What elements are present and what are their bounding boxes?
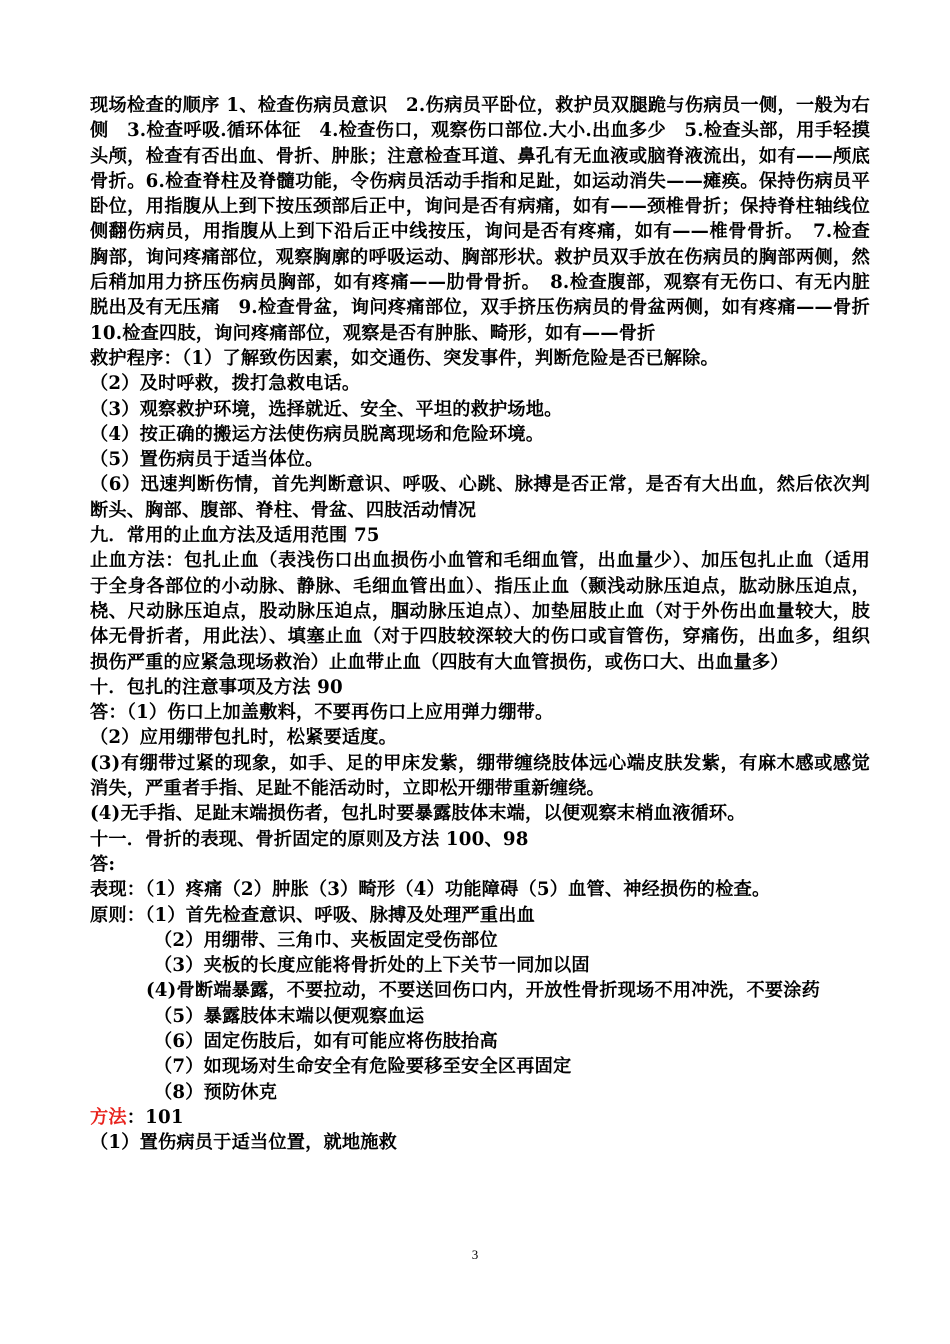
principle-item-2: （2）用绷带、三角巾、夹板固定受伤部位 <box>154 929 498 951</box>
method-page-ref: ：101 <box>126 1106 184 1128</box>
hemostasis-paragraph: 止血方法：包扎止血（表浅伤口出血损伤小血管和毛细血管，出血量少）、加压包扎止血（适用于全身各部位的小动脉、静脉、毛细血管出血）、指压止血（颞浅动脉压迫点，肱动脉压迫点，桡、尺动脉压迫点，股动脉压迫点，腘动脉压迫点）、加垫屈肢止血（对于外伤出血量较大，肢体无骨折者，用此法）、填塞止血（对于四肢较深较大的伤口或盲管伤，穿痛伤，出血多，组织损伤严重的应紧急现场救治）止血带止血（四肢有大血管损伤，或伤口大、出血量多） <box>90 550 870 673</box>
rescue-step-5: （5）置伤病员于适当体位。 <box>90 449 324 471</box>
principle-item-3: （3）夹板的长度应能将骨折处的上下关节一同加以固 <box>154 955 590 977</box>
bandage-item-3: (3)有绷带过紧的现象，如手、足的甲床发紫，绷带缠绕肢体远心端皮肤发紫，有麻木感或感觉消失，严重者手指、足趾不能活动时，立即松开绷带重新缠绕。 <box>90 752 870 800</box>
principle-item-8: （8）预防休克 <box>154 1081 278 1103</box>
section-heading-10: 十．包扎的注意事项及方法 90 <box>90 676 343 698</box>
page-number: 3 <box>471 1247 479 1262</box>
exam-order-paragraph: 现场检查的顺序 1、检查伤病员意识 2.伤病员平卧位，救护员双腿跪与伤病员一侧，一般为右侧 3.检查呼吸.循环体征 4.检查伤口，观察伤口部位.大小.出血多少 5.检查头部，用手轻摸头颅，检查有否出血、骨折、肿胀；注意检查耳道、鼻孔有无血液或脑脊液流出，如有——颅底骨折。6.检查脊柱及脊髓功能，令伤病员活动手指和足趾，如运动消失——瘫痪。保持伤病员平卧位，用指腹从上到下按压颈部后正中，询问是否有病痛，如有——颈椎骨折；保持脊柱轴线位侧翻伤病员，用指腹从上到下沿后正中线按压，询问是否有疼痛，如有——椎骨骨折。 7.检查胸部，询问疼痛部位，观察胸廓的呼吸运动、胸部形状。救护员双手放在伤病员的胸部两侧，然后稍加用力挤压伤病员胸部，如有疼痛——肋骨骨折。 8.检查腹部，观察有无伤口、有无内脏脱出及有无压痛 9.检查骨盆，询问疼痛部位，双手挤压伤病员的骨盆两侧，如有疼痛——骨折 10.检查四肢，询问疼痛部位，观察是否有肿胀、畸形，如有——骨折 <box>90 95 889 344</box>
method-item-1: （1）置伤病员于适当位置，就地施救 <box>90 1132 398 1154</box>
fracture-manifestations: 表现：（1）疼痛（2）肿胀（3）畸形（4）功能障碍（5）血管、神经损伤的检查。 <box>90 879 771 901</box>
principle-item-6: （6）固定伤肢后，如有可能应将伤肢抬高 <box>154 1030 498 1052</box>
bandage-item-1: 答：（1）伤口上加盖敷料，不要再伤口上应用弹力绷带。 <box>90 702 554 724</box>
section-heading-9: 九．常用的止血方法及适用范围 75 <box>90 525 380 547</box>
principle-item-4: (4)骨断端暴露，不要拉动，不要送回伤口内，开放性骨折现场不用冲洗，不要涂药 <box>146 980 821 1002</box>
rescue-step-4: （4）按正确的搬运方法使伤病员脱离现场和危险环境。 <box>90 423 545 445</box>
principle-item-1: 原则：（1）首先检查意识、呼吸、脉搏及处理严重出血 <box>90 904 536 926</box>
rescue-step-2: （2）及时呼救，拨打急救电话。 <box>90 373 361 395</box>
rescue-step-1: 救护程序：（1）了解致伤因素，如交通伤、突发事件，判断危险是否已解除。 <box>90 347 719 369</box>
answer-label: 答: <box>90 853 116 875</box>
bandage-item-4: (4)无手指、足趾末端损伤者，包扎时要暴露肢体末端，以便观察末梢血液循环。 <box>90 803 746 825</box>
document-body <box>90 93 889 1155</box>
bandage-item-2: （2）应用绷带包扎时，松紧要适度。 <box>90 727 398 749</box>
section-heading-11: 十一．骨折的表现、骨折固定的原则及方法 100、98 <box>90 828 529 850</box>
principle-item-7: （7）如现场对生命安全有危险要移至安全区再固定 <box>154 1056 572 1078</box>
method-line <box>90 1105 870 1130</box>
method-label: 方法 <box>90 1106 127 1128</box>
rescue-step-3: （3）观察救护环境，选择就近、安全、平坦的救护场地。 <box>90 398 563 420</box>
principle-item-5: （5）暴露肢体末端以便观察血运 <box>154 1005 425 1027</box>
rescue-step-6: （6）迅速判断伤情，首先判断意识、呼吸、心跳、脉搏是否正常，是否有大出血，然后依次判断头、胸部、腹部、脊柱、骨盆、四肢活动情况 <box>90 474 870 521</box>
